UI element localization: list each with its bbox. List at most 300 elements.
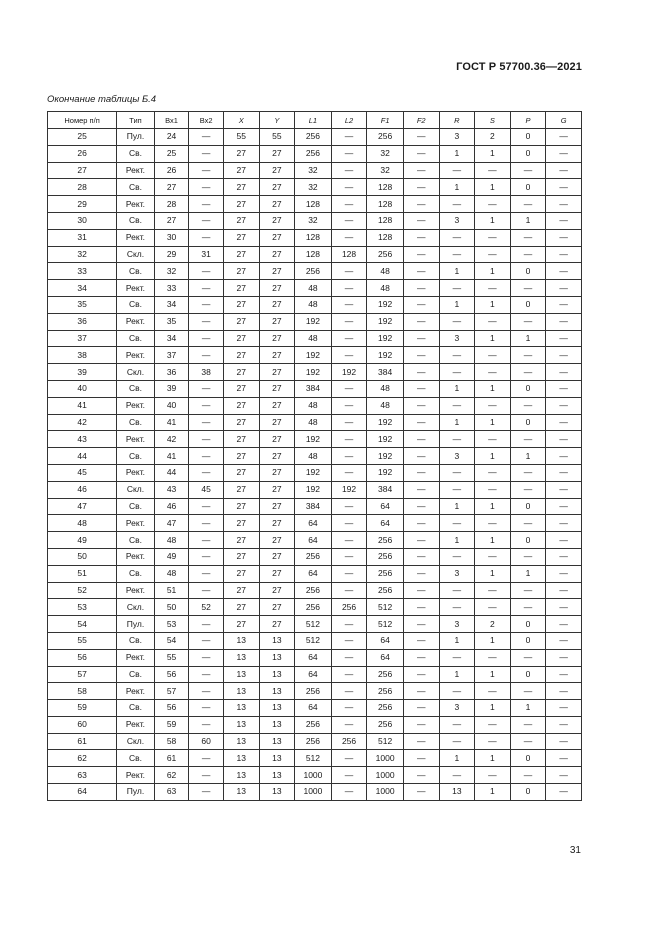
table-cell: 33 [154,280,189,297]
table-cell: — [331,750,367,767]
table-cell: — [439,599,475,616]
table-cell: 3 [439,129,475,146]
table-cell: — [546,313,582,330]
table-cell: 256 [295,548,332,565]
table-cell: Св. [117,565,155,582]
table-cell: Рект. [117,683,155,700]
table-cell: 512 [295,750,332,767]
table-cell: 256 [367,700,404,717]
table-cell: 27 [259,196,295,213]
table-cell: — [510,464,546,481]
table-cell: — [475,196,511,213]
table-cell: — [510,649,546,666]
table-cell: 13 [223,784,259,801]
table-cell: Св. [117,414,155,431]
table-cell: — [403,565,439,582]
table-cell: 56 [154,700,189,717]
table-cell: 0 [510,616,546,633]
table-cell: Рект. [117,431,155,448]
table-cell: — [475,162,511,179]
table-cell: 26 [48,145,117,162]
table-cell: 50 [48,548,117,565]
table-cell: 512 [295,616,332,633]
table-cell: 256 [295,683,332,700]
table-cell: 1 [439,296,475,313]
column-header: L1 [295,112,332,129]
table-cell: 13 [259,767,295,784]
table-cell: — [546,464,582,481]
table-cell: — [331,498,367,515]
table-cell: 27 [259,481,295,498]
table-cell: 48 [295,296,332,313]
table-cell: 60 [48,716,117,733]
table-cell: — [546,347,582,364]
table-cell: 27 [223,582,259,599]
table-cell: 27 [259,582,295,599]
table-cell: — [475,397,511,414]
table-cell: 31 [48,229,117,246]
table-cell: — [439,397,475,414]
table-cell: 47 [48,498,117,515]
table-cell: Рект. [117,162,155,179]
table-cell: — [403,498,439,515]
table-row [48,246,582,263]
table-cell: 0 [510,498,546,515]
table-cell: Рект. [117,280,155,297]
table-cell: 27 [259,515,295,532]
table-cell: — [546,129,582,146]
table-cell: 1 [439,632,475,649]
table-cell: 192 [367,414,404,431]
table-cell: 1000 [367,784,404,801]
table-cell: — [403,179,439,196]
table-cell: 1 [439,145,475,162]
table-cell: 27 [154,179,189,196]
table-cell: 27 [223,313,259,330]
table-cell: 45 [48,464,117,481]
table-cell: 27 [48,162,117,179]
column-header: S [475,112,511,129]
table-cell: — [439,280,475,297]
table-cell: 1 [475,380,511,397]
table-row [48,616,582,633]
table-cell: Св. [117,632,155,649]
table-cell: 41 [154,414,189,431]
table-cell: 48 [295,414,332,431]
table-cell: 2 [475,129,511,146]
table-row [48,582,582,599]
table-cell: — [403,750,439,767]
table-cell: 0 [510,750,546,767]
table-cell: — [475,347,511,364]
table-cell: 0 [510,179,546,196]
table-cell: — [189,700,224,717]
table-cell: 58 [48,683,117,700]
table-cell: — [510,196,546,213]
table-cell: 1 [475,632,511,649]
table-cell: — [475,683,511,700]
table-cell: 27 [259,464,295,481]
table-row [48,632,582,649]
table-cell: 27 [259,448,295,465]
table-cell: Рект. [117,397,155,414]
table-cell: 56 [48,649,117,666]
table-cell: — [546,229,582,246]
table-row [48,380,582,397]
table-cell: — [331,649,367,666]
table-cell: 64 [367,498,404,515]
table-cell: — [403,330,439,347]
table-cell: 48 [295,397,332,414]
table-cell: 55 [48,632,117,649]
table-cell: — [439,716,475,733]
table-cell: 39 [154,380,189,397]
table-cell: 28 [48,179,117,196]
table-cell: 40 [154,397,189,414]
table-cell: 0 [510,414,546,431]
table-cell: — [475,313,511,330]
table-cell: 27 [259,397,295,414]
table-cell: — [510,313,546,330]
table-cell: — [189,162,224,179]
table-cell: 1 [439,414,475,431]
table-cell: 13 [259,750,295,767]
table-cell: — [546,179,582,196]
table-cell: — [403,683,439,700]
table-cell: 256 [367,666,404,683]
table-cell: 256 [367,565,404,582]
table-cell: 32 [295,162,332,179]
table-cell: 13 [439,784,475,801]
table-cell: Св. [117,330,155,347]
table-cell: — [510,246,546,263]
table-cell: 56 [154,666,189,683]
table-cell: — [331,212,367,229]
table-cell: 3 [439,565,475,582]
table-cell: — [403,599,439,616]
table-cell: 27 [259,414,295,431]
table-cell: 27 [259,498,295,515]
table-cell: 64 [295,565,332,582]
table-cell: — [331,129,367,146]
table-cell: — [403,313,439,330]
table-cell: 13 [259,666,295,683]
table-row [48,364,582,381]
table-cell: — [546,448,582,465]
table-cell: 128 [367,212,404,229]
table-cell: Скл. [117,599,155,616]
table-cell: 13 [223,700,259,717]
table-cell: 48 [367,380,404,397]
table-cell: 43 [154,481,189,498]
table-cell: — [331,296,367,313]
table-cell: — [546,666,582,683]
table-cell: 54 [48,616,117,633]
table-cell: — [510,599,546,616]
table-cell: — [331,632,367,649]
table-cell: 27 [223,212,259,229]
table-cell: — [546,515,582,532]
table-cell: — [189,498,224,515]
table-cell: 0 [510,296,546,313]
table-cell: 2 [475,616,511,633]
table-cell: 1 [475,263,511,280]
table-cell: Рект. [117,716,155,733]
column-header: P [510,112,546,129]
table-cell: 30 [154,229,189,246]
table-cell: Св. [117,700,155,717]
table-cell: 1 [510,448,546,465]
table-row [48,767,582,784]
table-cell: — [510,582,546,599]
table-cell: 44 [154,464,189,481]
table-cell: — [403,515,439,532]
table-cell: — [546,296,582,313]
table-cell: — [189,683,224,700]
table-cell: — [189,649,224,666]
table-row [48,700,582,717]
table-cell: — [331,532,367,549]
table-cell: — [546,498,582,515]
table-cell: 1 [475,330,511,347]
table-cell: — [403,700,439,717]
table-cell: 192 [295,347,332,364]
table-cell: 63 [154,784,189,801]
table-cell: 39 [48,364,117,381]
table-cell: 29 [48,196,117,213]
table-cell: 256 [295,599,332,616]
table-row [48,431,582,448]
table-cell: 27 [259,162,295,179]
table-cell: 64 [48,784,117,801]
table-cell: 41 [48,397,117,414]
table-cell: — [331,666,367,683]
table-cell: — [403,448,439,465]
table-cell: — [439,431,475,448]
table-cell: — [403,582,439,599]
table-cell: 13 [259,733,295,750]
table-cell: 48 [154,532,189,549]
table-cell: — [403,767,439,784]
table-cell: Рект. [117,464,155,481]
table-cell: — [510,229,546,246]
table-cell: — [439,162,475,179]
table-cell: 27 [223,414,259,431]
table-cell: 0 [510,129,546,146]
table-cell: 1 [510,700,546,717]
table-cell: 55 [223,129,259,146]
table-cell: — [189,313,224,330]
table-cell: 44 [48,448,117,465]
data-table [47,111,582,801]
table-cell: — [475,464,511,481]
table-cell: — [331,716,367,733]
table-cell: 35 [154,313,189,330]
table-cell: 28 [154,196,189,213]
table-cell: — [403,263,439,280]
table-cell: 192 [367,330,404,347]
table-cell: 0 [510,532,546,549]
table-cell: — [331,280,367,297]
table-cell: 512 [295,632,332,649]
table-cell: 13 [223,666,259,683]
column-header: R [439,112,475,129]
table-cell: — [475,599,511,616]
table-cell: — [403,532,439,549]
table-cell: Рект. [117,196,155,213]
table-cell: — [475,548,511,565]
table-cell: 27 [223,296,259,313]
table-cell: 1 [475,532,511,549]
table-cell: 256 [295,129,332,146]
table-cell: — [331,263,367,280]
table-cell: 27 [259,179,295,196]
table-cell: — [331,565,367,582]
table-cell: 256 [367,129,404,146]
table-cell: 384 [367,364,404,381]
column-header: G [546,112,582,129]
table-cell: — [403,246,439,263]
table-cell: — [510,515,546,532]
table-cell: — [331,767,367,784]
table-cell: 27 [259,431,295,448]
table-cell: 1000 [367,767,404,784]
table-cell: — [403,296,439,313]
table-cell: — [189,196,224,213]
table-row [48,733,582,750]
table-cell: 512 [367,733,404,750]
table-cell: 13 [223,733,259,750]
table-cell: Св. [117,666,155,683]
table-cell: — [475,649,511,666]
table-cell: — [189,179,224,196]
table-cell: 27 [223,196,259,213]
table-cell: 1 [439,666,475,683]
table-cell: — [403,716,439,733]
table-cell: Скл. [117,364,155,381]
table-cell: 1000 [295,784,332,801]
table-cell: — [510,683,546,700]
table-cell: — [403,145,439,162]
table-cell: — [546,364,582,381]
table-cell: 48 [367,280,404,297]
table-cell: — [546,733,582,750]
table-cell: — [189,296,224,313]
table-cell: 54 [154,632,189,649]
table-cell: — [510,397,546,414]
table-cell: 46 [154,498,189,515]
table-cell: 1 [439,263,475,280]
table-cell: 46 [48,481,117,498]
table-cell: — [189,750,224,767]
table-row [48,263,582,280]
table-row [48,212,582,229]
table-cell: 13 [223,767,259,784]
table-cell: — [331,700,367,717]
table-cell: — [189,129,224,146]
table-cell: 1 [439,532,475,549]
table-cell: — [403,548,439,565]
table-cell: — [189,666,224,683]
table-row [48,229,582,246]
table-cell: 40 [48,380,117,397]
table-cell: — [546,700,582,717]
table-cell: 41 [154,448,189,465]
table-cell: 63 [48,767,117,784]
table-cell: Пул. [117,784,155,801]
table-cell: 1000 [367,750,404,767]
table-cell: — [546,481,582,498]
table-cell: 1 [475,448,511,465]
table-cell: — [475,515,511,532]
table-cell: 27 [223,229,259,246]
table-cell: 62 [154,767,189,784]
table-cell: 128 [367,179,404,196]
table-cell: — [510,431,546,448]
table-cell: — [331,548,367,565]
table-cell: Св. [117,498,155,515]
table-row [48,784,582,801]
table-cell: — [189,464,224,481]
table-cell: — [439,313,475,330]
table-caption: Окончание таблицы Б.4 [47,94,157,105]
table-cell: — [439,229,475,246]
table-cell: 48 [367,263,404,280]
table-cell: — [403,666,439,683]
table-cell: 1000 [295,767,332,784]
table-cell: — [331,414,367,431]
table-cell: 192 [367,313,404,330]
table-cell: 256 [331,599,367,616]
table-cell: — [546,397,582,414]
table-cell: 36 [48,313,117,330]
table-cell: — [475,246,511,263]
table-cell: — [546,212,582,229]
table-cell: — [439,582,475,599]
table-cell: 1 [475,212,511,229]
table-cell: — [546,263,582,280]
table-cell: 1 [439,380,475,397]
table-cell: — [331,229,367,246]
table-cell: 128 [331,246,367,263]
table-row [48,347,582,364]
table-cell: — [331,397,367,414]
table-cell: — [189,582,224,599]
table-cell: 27 [259,145,295,162]
table-cell: 27 [223,347,259,364]
table-cell: Св. [117,532,155,549]
table-cell: 1 [475,296,511,313]
table-cell: 27 [259,330,295,347]
table-cell: 27 [223,145,259,162]
table-cell: — [510,767,546,784]
table-cell: Скл. [117,733,155,750]
table-cell: Рект. [117,767,155,784]
table-cell: 42 [48,414,117,431]
table-cell: — [439,196,475,213]
table-cell: — [189,145,224,162]
table-cell: 27 [223,548,259,565]
table-cell: — [331,464,367,481]
table-cell: 32 [295,179,332,196]
table-cell: Пул. [117,129,155,146]
table-cell: 256 [367,716,404,733]
table-cell: 1 [510,212,546,229]
table-cell: — [475,481,511,498]
table-cell: 13 [259,784,295,801]
table-cell: — [403,397,439,414]
table-cell: Св. [117,145,155,162]
